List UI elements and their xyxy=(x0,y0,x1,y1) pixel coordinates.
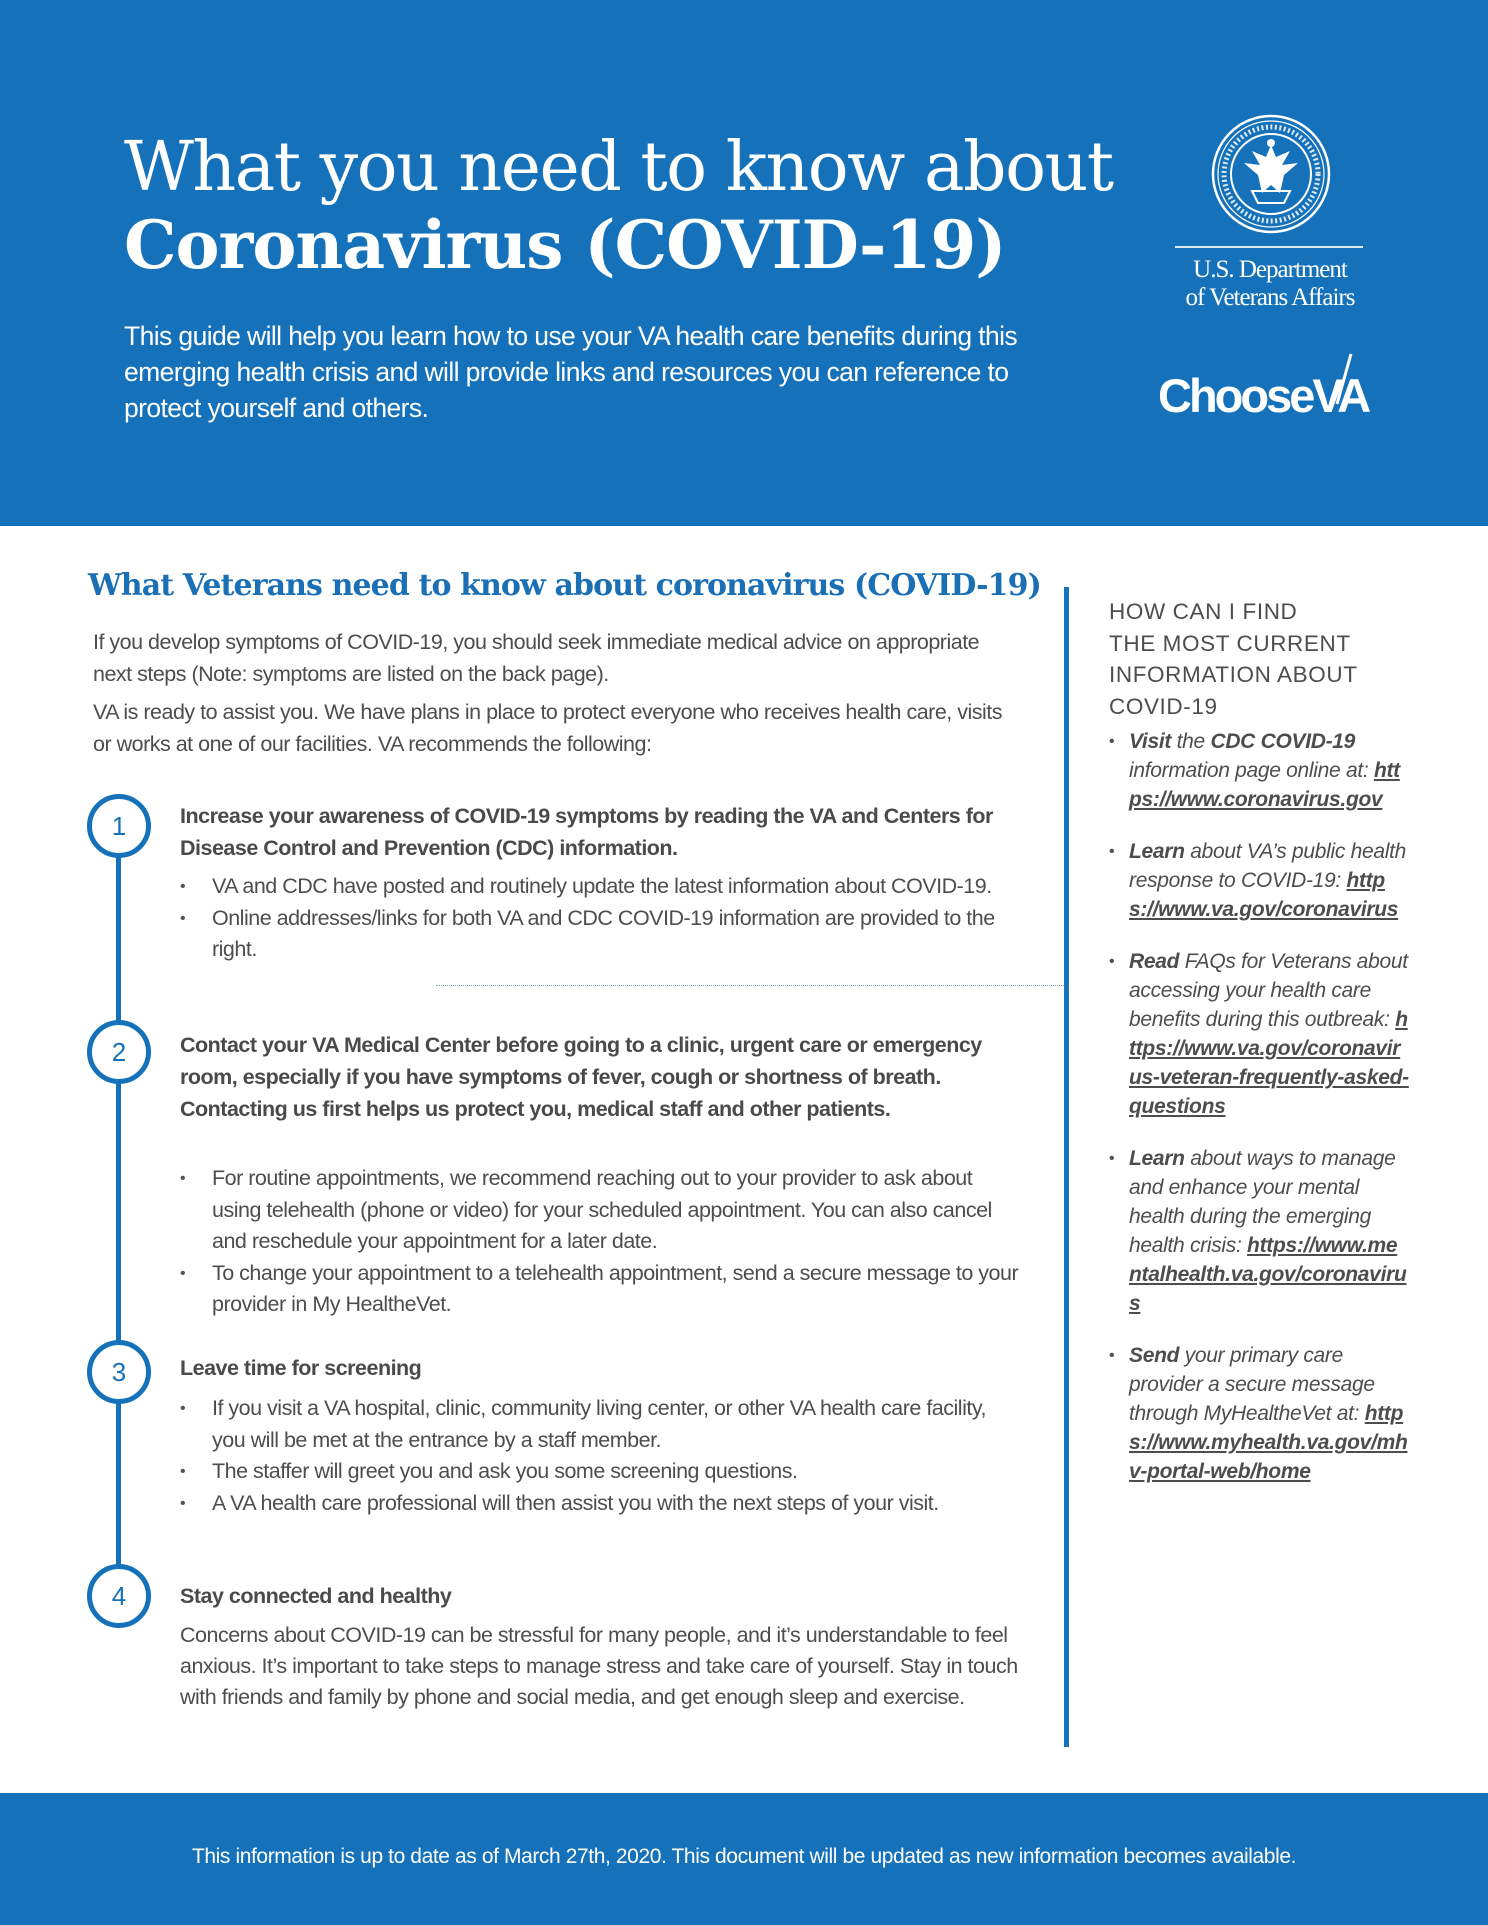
list-item: • If you visit a VA hospital, clinic, community living center, or other VA health care facility, you will be met at the entrance by a staff member. xyxy=(180,1393,1020,1456)
resource-text: about ways to manage and enhance your mental health during the emerging health crisis: xyxy=(1129,1147,1396,1257)
step-title: Contact your VA Medical Center before going to a clinic, urgent care or emergency room, especially if you have symptoms of fever, cough or shortness of breath. Contacting us first helps us protect you, medical staff and other patients. xyxy=(180,1033,982,1121)
section-heading: What Veterans need to know about coronavirus (COVID-19) xyxy=(88,568,1041,603)
resource-text: about VA’s public health response to COVID-19: xyxy=(1129,840,1407,892)
va-coronavirus-link[interactable]: https://www.va.gov/coronavirus xyxy=(1129,869,1399,921)
list-item: • A VA health care professional will then assist you with the next steps of your visit. xyxy=(180,1488,1020,1520)
step-bullet-list xyxy=(180,1163,1020,1321)
column-divider xyxy=(1064,587,1069,1747)
intro-paragraph: VA is ready to assist you. We have plans in place to protect everyone who receives health care, visits or works at one of our facilities. VA recommends the following: xyxy=(93,700,1003,756)
resource-item-cdc xyxy=(1109,727,1409,814)
choose-va-text: ChooseVA xyxy=(1158,369,1369,422)
sidebar-heading-line: COVID-19 xyxy=(1109,693,1218,719)
resource-item-va-response xyxy=(1109,837,1409,924)
resource-item-myhealthevet xyxy=(1109,1341,1409,1486)
step-number-badge: 1 xyxy=(87,794,151,858)
step-bullet-list xyxy=(180,871,1020,966)
header-intro: This guide will help you learn how to use your VA health care benefits during this emerging health crisis and will provide links and resources you can reference to protect yourself and others. xyxy=(124,321,1018,423)
myhealthevet-link[interactable]: https://www.myhealth.va.gov/mhv-portal-web/home xyxy=(1129,1402,1408,1483)
resource-verb: Read xyxy=(1129,950,1180,973)
dotted-connector xyxy=(436,985,1064,986)
step-title: Increase your awareness of COVID-19 symptoms by reading the VA and Centers for Disease Control and Prevention (CDC) information. xyxy=(180,804,993,860)
step-title: Stay connected and healthy xyxy=(180,1584,452,1608)
resource-text: the xyxy=(1171,730,1211,753)
page-title-line-1: What you need to know about xyxy=(124,128,1113,207)
choose-va-logo xyxy=(1155,352,1375,424)
resource-list xyxy=(1109,727,1409,1509)
sidebar-heading xyxy=(1109,596,1409,722)
timeline-line xyxy=(116,826,121,1596)
sidebar-heading-line: THE MOST CURRENT xyxy=(1109,630,1351,656)
list-item: • VA and CDC have posted and routinely update the latest information about COVID-19. xyxy=(180,871,1020,903)
resource-verb: Visit xyxy=(1129,730,1172,753)
resource-verb: Learn xyxy=(1129,1147,1185,1170)
cdc-coronavirus-link[interactable]: https://www.coronavirus.gov xyxy=(1129,759,1400,811)
resource-text: your primary care provider a secure message through MyHealtheVet at: xyxy=(1129,1344,1375,1425)
list-item: • The staffer will greet you and ask you some screening questions. xyxy=(180,1456,1020,1488)
va-faq-link[interactable]: https://www.va.gov/coronavirus-veteran-frequently-asked-questions xyxy=(1129,1008,1409,1118)
list-item: • To change your appointment to a telehealth appointment, send a secure message to your provider in My HealtheVet. xyxy=(180,1258,1020,1321)
step-bullet-list xyxy=(180,1393,1020,1519)
mental-health-link[interactable]: https://www.mentalhealth.va.gov/coronavirus xyxy=(1129,1234,1407,1315)
resource-verb: Learn xyxy=(1129,840,1185,863)
step-number-badge: 3 xyxy=(87,1340,151,1404)
list-item: • For routine appointments, we recommend reaching out to your provider to ask about using telehealth (phone or video) for your scheduled appointment. You can also cancel and reschedule your appointment for a later date. xyxy=(180,1163,1020,1258)
step-paragraph: Concerns about COVID-19 can be stressful for many people, and it’s understandable to feel anxious. It’s important to take steps to manage stress and take care of yourself. Stay in touch with friends and family by phone and social media, and get enough sleep and exercise. xyxy=(180,1623,1018,1709)
page-title-line-2: Coronavirus (COVID-19) xyxy=(124,206,1006,284)
department-name xyxy=(1150,256,1390,312)
resource-item-mental-health xyxy=(1109,1144,1409,1318)
sidebar-heading-line: INFORMATION ABOUT xyxy=(1109,662,1358,687)
department-name-line-1: U.S. Department xyxy=(1193,256,1347,283)
step-number-badge: 2 xyxy=(87,1020,151,1084)
step-number-badge: 4 xyxy=(87,1564,151,1628)
intro-paragraph: If you develop symptoms of COVID-19, you should seek immediate medical advice on appropriate next steps (Note: symptoms are listed on the back page). xyxy=(93,630,980,686)
resource-emphasis: CDC COVID-19 xyxy=(1210,730,1356,753)
sidebar-heading-line: HOW CAN I FIND xyxy=(1109,599,1298,624)
va-seal-icon xyxy=(1210,113,1332,235)
resource-item-faqs xyxy=(1109,947,1409,1121)
logo-divider xyxy=(1175,246,1363,248)
resource-text: information page online at: xyxy=(1129,759,1374,782)
footer-text: This information is up to date as of March 27th, 2020. This document will be updated as new information becomes available. xyxy=(191,1845,1297,1868)
step-title: Leave time for screening xyxy=(180,1356,422,1380)
resource-text: FAQs for Veterans about accessing your health care benefits during this outbreak: xyxy=(1129,950,1408,1031)
department-name-line-2: of Veterans Affairs xyxy=(1185,284,1355,311)
resource-verb: Send xyxy=(1129,1344,1180,1367)
list-item: • Online addresses/links for both VA and CDC COVID-19 information are provided to the right. xyxy=(180,903,1020,966)
